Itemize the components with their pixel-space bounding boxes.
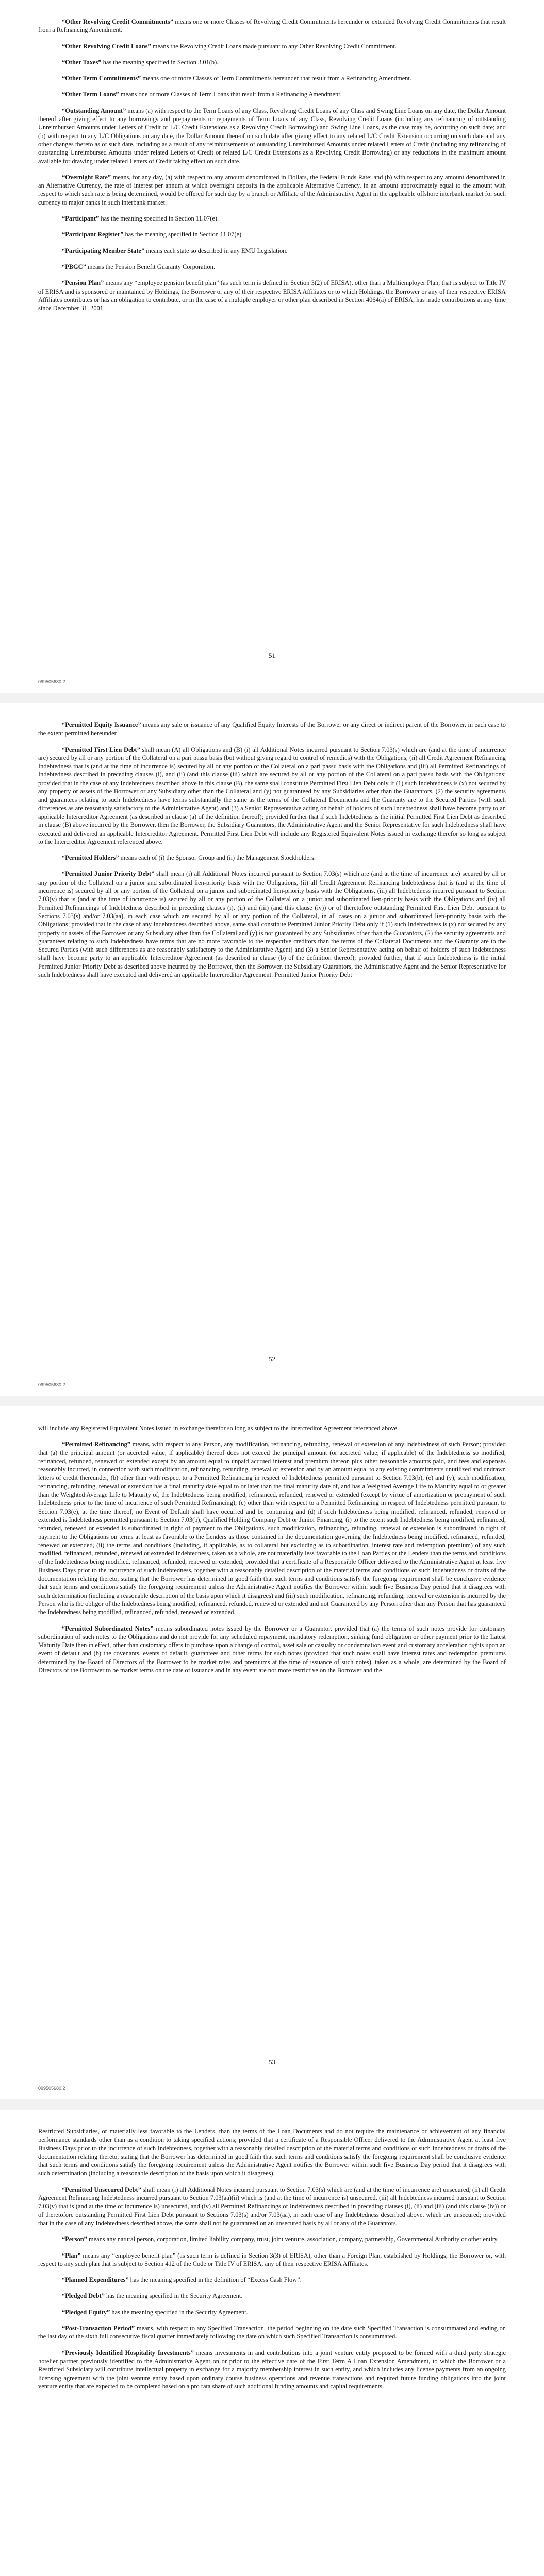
definition-paragraph	[38, 263, 506, 271]
definition-text: means investments in and contributions into a joint venture entity proposed to be formed with a third party strategic hotelier partner previously identified to the Administrative Agent on or prior to the effective date of the First Term A Loan Extension Amendment, to which the Borrower or a Restricted Subsidiary will contribute intellectual property in exchange for a majority membership interest in such entity, and which includes any license payments from an ongoing licensing agreement with the joint venture entity based upon ordinary course business operations and revenue transactions and required future funding obligations into the joint venture entity that are expected to be completed based on a pro rata share of such additional funding amounts and capital requirements.	[38, 2349, 506, 2390]
definition-text: has the meaning specified in the Security Agreement.	[110, 2308, 248, 2316]
page-number: 53	[269, 2058, 275, 2066]
definition-text: shall mean (A) all Obligations and (B) (i) all Additional Notes incurred pursuant to Section 7.03(s) which are (and at the time of incurrence are) secured by all or any portion of the Collateral on a pari passu basis (but without giving regard to control of remedies) with the Obligations, (ii) all Credit Agreement Refinancing Indebtedness that is (and at the time of incurrence is) secured by all or any portion of the Collateral on a pari passu basis with the Obligations and (iii) all Permitted Refinancings of Indebtedness described in preceding clauses (i), and (ii) (and this clause (iii) which are secured by all or any portion of the Collateral on a pari passu basis with the Obligations; provided that in the case of any Indebtedness described above in this clause (B), the same shall constitute Permitted First Lien Debt only if (1) such Indebtedness is (x) not secured by any property or assets of the Borrower or any Subsidiary other than the Collateral and (y) not guaranteed by any Subsidiaries other than the Guarantors, (2) the security agreements and guarantees relating to such Indebtedness have terms substantially the same as the terms of the Collateral Documents and the Guaranty are to the Secured Parties (with such differences as are reasonably satisfactory to the Administrative Agent) and (3) a Senior Representative acting on behalf of holders of such Indebtedness shall have become party to an applicable Intercreditor Agreement (as described in clause (a) of the definition thereof); provided further that if such Indebtedness is the initial Permitted First Lien Debt as described in clause (B) above incurred by the Borrower, then the Borrower, the Subsidiary Guarantors, the Administrative Agent and the Senior Representative for such Indebtedness shall have executed and delivered an applicable Intercreditor Agreement. Permitted First Lien Debt will include any Registered Equivalent Notes issued in exchange therefor so long as subject to the Intercreditor Agreement referenced above.	[38, 745, 506, 845]
definition-text: has the meaning specified in Section 3.01(b).	[101, 58, 219, 66]
definition-text: means any sale or issuance of any Qualified Equity Interests of the Borrower or any direct or indirect parent of the Borrower, in each case to the extent permitted hereunder.	[38, 721, 506, 737]
document-code: 099505680.2	[38, 1382, 65, 1387]
defined-term: “Pledged Equity”	[62, 2308, 110, 2316]
definition-text: has the meaning specified in the definition of “Excess Cash Flow”.	[128, 2276, 302, 2284]
page-2-body	[38, 721, 506, 987]
defined-term: “Permitted Junior Priority Debt”	[62, 870, 155, 878]
document-code: 099505680.2	[38, 2086, 65, 2091]
defined-term: “Other Revolving Credit Loans”	[62, 42, 151, 50]
definition-paragraph	[38, 854, 506, 862]
definition-paragraph	[38, 107, 506, 165]
defined-term: “Outstanding Amount”	[62, 107, 126, 114]
definition-text: means any natural person, corporation, limited liability company, trust, joint venture, association, company, partnership, Governmental Authority or other entity.	[87, 2235, 499, 2243]
definition-paragraph	[38, 2276, 506, 2284]
definition-text: means any “employee benefit plan” (as such term is defined in Section 3(3) of ERISA), other than a Foreign Plan, established by Holdings, the Borrower or, with respect to any such plan that is subject to Section 412 of the Code or Title IV of ERISA, any of their respective ERISA Affiliates.	[38, 2251, 506, 2267]
definition-text: means one or more Classes of Revolving Credit Commitments hereunder or extended Revolving Credit Commitments that result from a Refinancing Amendment.	[38, 18, 506, 34]
document-page-3	[0, 1406, 544, 2099]
definition-paragraph	[38, 2251, 506, 2268]
definition-paragraph	[38, 74, 506, 82]
defined-term: “Permitted Holders”	[62, 854, 119, 862]
definition-paragraph	[38, 279, 506, 312]
definition-paragraph	[38, 2308, 506, 2316]
definition-paragraph	[38, 18, 506, 35]
definition-text: means each of (i) the Sponsor Group and (ii) the Management Stockholders.	[119, 854, 316, 862]
definition-text: has the meaning specified in Section 11.07(e).	[123, 231, 243, 239]
defined-term: “Permitted First Lien Debt”	[62, 745, 140, 753]
definition-paragraph	[38, 721, 506, 738]
defined-term: “Other Term Commitments”	[62, 75, 141, 82]
defined-term: “Permitted Equity Issuance”	[62, 721, 141, 728]
definition-text: shall mean (i) all Additional Notes incurred pursuant to Section 7.03(s) which are (and at the time of incurrence are) secured by all or any portion of the Collateral on a junior and subordinated lien-priority basis with the Obligations, (ii) all Credit Agreement Refinancing Indebtedness that is (and at the time of incurrence is) secured by all or any portion of the Collateral on a junior and subordinated lien-priority basis with the Obligations, (iii) all Indebtedness incurred pursuant to Section 7.03(v) that is (and at the time of incurrence is) secured by all or any portion of the Collateral on a junior and subordinated lien-priority basis with the Obligations and (iv) all Permitted Refinancings of Indebtedness described in preceding clauses (i), (ii) and (iii) (and this clause (iv)) or of theretofore outstanding Permitted First Lien Debt pursuant to Sections 7.03(s) and/or 7.03(aa), in each case which are secured by all or any portion of the Collateral, in all cases on a junior and subordinated lien-priority basis with the Obligations; provided that in the case of any Indebtedness described above, same shall constitute Permitted Junior Priority Debt only if (1) such Indebtedness is (x) not secured by any property or assets of the Borrower or any Subsidiary other than the Collateral and (y) is not guaranteed by any Subsidiaries other than the Guarantors, (2) the security agreements and guarantees relating to such Indebtedness have terms that are no more favorable to the respective creditors than the terms of the Collateral Documents and the Guaranty are to the Secured Parties (with such differences as are reasonably satisfactory to the Administrative Agent) and (3) a Senior Representative acting on behalf of holders of such Indebtedness shall have become party to an applicable Intercreditor Agreement (as described in clause (b) of the definition thereof); provided further, that if such Indebtedness is the initial Permitted Junior Priority Debt as described above incurred by the Borrower, then the Borrower, the Subsidiary Guarantors, the Administrative Agent and the Senior Representative for such Indebtedness shall have executed and delivered an applicable Intercreditor Agreement. Permitted Junior Priority Debt	[38, 870, 506, 979]
page-1-body	[38, 18, 506, 320]
page-4-body	[38, 2127, 506, 2398]
continuation-paragraph: Restricted Subsidiaries, or materially less favorable to the Lenders, than the terms of the Loan Documents and do not require the maintenance or achievement of any financial performance standards other than as a condition to taking specified actions; provided that a certificate of a Responsible Officer delivered to the Administrative Agent at least five Business Days prior to the incurrence of such Indebtedness, together with a reasonably detailed description of the material terms and conditions of such Indebtedness or drafts of the documentation relating thereto, stating that the Borrower has determined in good faith that such terms and conditions satisfy the foregoing requirement shall be conclusive evidence that such terms and conditions satisfy the foregoing requirement unless the Administrative Agent notifies the Borrower within such five Business Day period that it disagrees with such determination (including a reasonable description of the basis upon which it disagrees).	[38, 2128, 506, 2177]
defined-term: “Person”	[62, 2235, 87, 2243]
continuation-paragraph: will include any Registered Equivalent Notes issued in exchange therefor so long as subject to the Intercreditor Agreement referenced above.	[38, 1425, 399, 1432]
defined-term: “Overnight Rate”	[62, 173, 111, 181]
definition-text: means, with respect to any Person, any modification, refinancing, refunding, renewal or extension of any Indebtedness of such Person; provided that (a) the principal amount (or accreted value, if applicable) thereof does not exceed the principal amount (or accreted value, if applicable) of the Indebtedness so modified, refinanced, refunded, renewed or extended except by an amount equal to unpaid accrued interest and premium thereon plus other reasonable amounts paid, and fees and expenses reasonably incurred, in connection with such modification, refinancing, refunding, renewal or extension and by an amount equal to any existing commitments unutilized and undrawn letters of credit thereunder, (b) other than with respect to a Permitted Refinancing in respect of Indebtedness permitted pursuant to Section 7.03(b), (e) and (y), such modification, refinancing, refunding, renewal or extension has a final maturity date equal to or later than the final maturity date of, and has a Weighted Average Life to Maturity equal to or greater than the Weighted Average Life to Maturity of, the Indebtedness being modified, refinanced, refunded, renewed or extended (except by virtue of amortization or prepayment of such Indebtedness prior to the time of incurrence of such Permitted Refinancing), (c) other than with respect to a Permitted Refinancing in respect of Indebtedness permitted pursuant to Section 7.03(e), at the time thereof, no Event of Default shall have occurred and be continuing and (d) if such Indebtedness being modified, refinanced, refunded, renewed or extended is Indebtedness permitted pursuant to Section 7.03(b), Qualified Holding Company Debt or Junior Financing, (i) to the extent such Indebtedness being modified, refinanced, refunded, renewed or extended is subordinated in right of payment to the Obligations, such modification, refinancing, refunding, renewal or extension is subordinated in right of payment to the Obligations on terms at least as favorable to the Lenders as those contained in the documentation governing the Indebtedness being modified, refinanced, refunded, renewed or extended, (ii) the terms and conditions (including, if applicable, as to collateral but excluding as to subordination, interest rate and redemption premium) of any such modified, refinanced, refunded, renewed or extended Indebtedness, taken as a whole, are not materially less favorable to the Loan Parties or the Lenders than the terms and conditions of the Indebtedness being modified, refinanced, refunded, renewed or extended; provided that a certificate of a Responsible Officer delivered to the Administrative Agent at least five Business Days prior to the incurrence of such Indebtedness, together with a reasonably detailed description of the material terms and conditions of such Indebtedness or drafts of the documentation relating thereto, stating that the Borrower has determined in good faith that such terms and conditions satisfy the foregoing requirement shall be conclusive evidence that such terms and conditions satisfy the foregoing requirement unless the Administrative Agent notifies the Borrower within such five Business Day period that it disagrees with such determination (including a reasonable description of the basis upon which it disagrees) and (iii) such modification, refinancing, refunding, renewal or extension is incurred by the Person who is the obligor of the Indebtedness being modified, refinanced, refunded, renewed or extended and not Guaranteed by any Person other than any Person that has guaranteed the Indebtedness being modified, refinanced, refunded, renewed or extended.	[38, 1440, 506, 1616]
definition-text: has the meaning specified in Section 11.07(e).	[99, 215, 219, 223]
definition-text: means any “employee pension benefit plan” (as such term is defined in Section 3(2) of ERISA), other than a Multiemployer Plan, that is subject to Title IV of ERISA and is sponsored or maintained by Holdings, the Borrower or any of their respective ERISA Affiliates or to which Holdings, the Borrower or any of their respective ERISA Affiliates contributes or has an obligation to contribute, or in the case of a multiple employer or other plan described in Section 4064(a) of ERISA, has made contributions at any time since December 31, 2001.	[38, 279, 506, 312]
definition-paragraph	[38, 42, 506, 50]
definition-paragraph	[38, 173, 506, 207]
document-page-4	[0, 2110, 544, 2576]
definition-text: means one or more Classes of Term Commitments hereunder that result from a Refinancing Amendment.	[141, 75, 411, 82]
definition-paragraph	[38, 247, 506, 255]
definition-text: means the Revolving Credit Loans made pursuant to any Other Revolving Credit Commitment.	[151, 42, 397, 50]
defined-term: “Other Term Loans”	[62, 91, 119, 98]
definition-paragraph	[38, 58, 506, 66]
definition-text: means, with respect to any Specified Transaction, the period beginning on the date such Specified Transaction is consummated and ending on the last day of the sixth full consecutive fiscal quarter immediately following the date on which such Specified Transaction is consummated.	[38, 2325, 506, 2341]
defined-term: “PBGC”	[62, 263, 86, 270]
definition-paragraph	[38, 2185, 506, 2227]
defined-term: “Other Revolving Credit Commitments”	[62, 18, 173, 25]
definition-paragraph	[38, 870, 506, 979]
page-3-body	[38, 1424, 506, 1682]
definition-paragraph	[38, 90, 506, 98]
defined-term: “Permitted Unsecured Debt”	[62, 2185, 141, 2193]
defined-term: “Pledged Debt”	[62, 2292, 105, 2300]
page-number: 52	[269, 1355, 275, 1363]
definition-paragraph	[38, 2235, 506, 2243]
definition-text: means the Pension Benefit Guaranty Corporation.	[86, 263, 215, 270]
definition-paragraph	[38, 1624, 506, 1675]
definition-text: means subordinated notes issued by the Borrower or a Guarantor, provided that (a) the terms of such notes provide for customary subordination of such notes to the Obligations and do not provide for any scheduled repayment, mandatory redemption, sinking fund obligation or other payment prior to the Latest Maturity Date then in effect, other than customary offers to purchase upon a change of control, asset sale or casualty or condemnation event and customary acceleration rights upon an event of default and (b) the covenants, events of default, guarantees and other terms for such notes (provided that such notes shall have interest rates and redemption premiums determined by the Board of Directors of the Borrower to be market rates and premiums at the time of issuance of such notes), taken as a whole, are determined by the Board of Directors of the Borrower to be market terms on the date of issuance and in any event are not more restrictive on the Borrower and the	[38, 1624, 506, 1674]
definition-text: means, for any day, (a) with respect to any amount denominated in Dollars, the Federal Funds Rate; and (b) with respect to any amount denominated in an Alternative Currency, the rate of interest per annum at which overnight deposits in the applicable Alternative Currency, in an amount approximately equal to the amount with respect to which such rate is being determined, would be offered for such day by a branch or Affiliate of the Administrative Agent in the applicable offshore interbank market for such currency to major banks in such interbank market.	[38, 173, 506, 206]
defined-term: “Other Taxes”	[62, 58, 102, 66]
defined-term: “Participant”	[62, 215, 100, 223]
definition-paragraph	[38, 214, 506, 223]
defined-term: “Participating Member State”	[62, 247, 145, 255]
document-code: 099505680.2	[38, 679, 65, 684]
definition-text: means each state so described in any EMU Legislation.	[144, 247, 288, 255]
definition-paragraph	[38, 745, 506, 846]
defined-term: “Previously Identified Hospitality Investments”	[62, 2349, 194, 2357]
definition-text: means (a) with respect to the Term Loans of any Class, Revolving Credit Loans of any Class and Swing Line Loans on any date, the Dollar Amount thereof after giving effect to any borrowings and prepayments or repayments of Term Loans of any Class, Revolving Credit Loans (including any refinancing of outstanding Unreimbursed Amounts under Letters of Credit or L/C Credit Extensions as a Revolving Credit Borrowing) and Swing Line Loans, as the case may be, occurring on such date; and (b) with respect to any L/C Obligations on any date, the Dollar Amount thereof on such date after giving effect to any related L/C Credit Extension occurring on such date and any other changes thereto as of such date, including as a result of any reimbursements of outstanding Unreimbursed Amounts under related Letters of Credit (including any refinancing of outstanding Unreimbursed Amounts under related Letters of Credit or related L/C Credit Extensions as a Revolving Credit Borrowing) or any reductions in the maximum amount available for drawing under related Letters of Credit taking effect on such date.	[38, 107, 506, 165]
definition-paragraph	[38, 230, 506, 239]
definition-text: has the meaning specified in the Security Agreement.	[104, 2292, 243, 2300]
defined-term: “Plan”	[62, 2251, 81, 2259]
defined-term: “Permitted Refinancing”	[62, 1440, 131, 1448]
definition-paragraph	[38, 1440, 506, 1616]
defined-term: “Permitted Subordinated Notes”	[62, 1624, 154, 1632]
definition-paragraph	[38, 2292, 506, 2300]
definition-text: shall mean (i) all Additional Notes incurred pursuant to Section 7.03(s) which are (and at the time of incurrence are) unsecured, (ii) all Credit Agreement Refinancing Indebtedness incurred pursuant to Section 7.03(aa)(ii) which is (and at the time of incurrence is) unsecured, (iii) all Indebtedness incurred pursuant to Section 7.03(v) that is (and at the time of incurrence is) unsecured, and (iv) all Permitted Refinancings of Indebtedness described in preceding clauses (i), (ii) and (iii) (and this clause (iv)) or of theretofore outstanding Permitted First Lien Debt pursuant to Sections 7.03(s) and/or 7.03(aa), in each case of any Indebtedness described above, which are unsecured; provided that in the case of any Indebtedness described above, the same shall not be guaranteed on an unsecured basis by all or any of the Guarantors.	[38, 2185, 506, 2227]
definition-paragraph	[38, 2349, 506, 2391]
defined-term: “Participant Register”	[62, 231, 124, 239]
definition-paragraph	[38, 2324, 506, 2341]
document-page-2	[0, 703, 544, 1396]
definition-text: means one or more Classes of Term Loans that result from a Refinancing Amendment.	[119, 91, 342, 98]
defined-term: “Pension Plan”	[62, 279, 104, 287]
defined-term: “Planned Expenditures”	[62, 2276, 129, 2284]
defined-term: “Post-Transaction Period”	[62, 2325, 135, 2332]
document-page-1	[0, 0, 544, 693]
page-number: 51	[269, 652, 275, 659]
